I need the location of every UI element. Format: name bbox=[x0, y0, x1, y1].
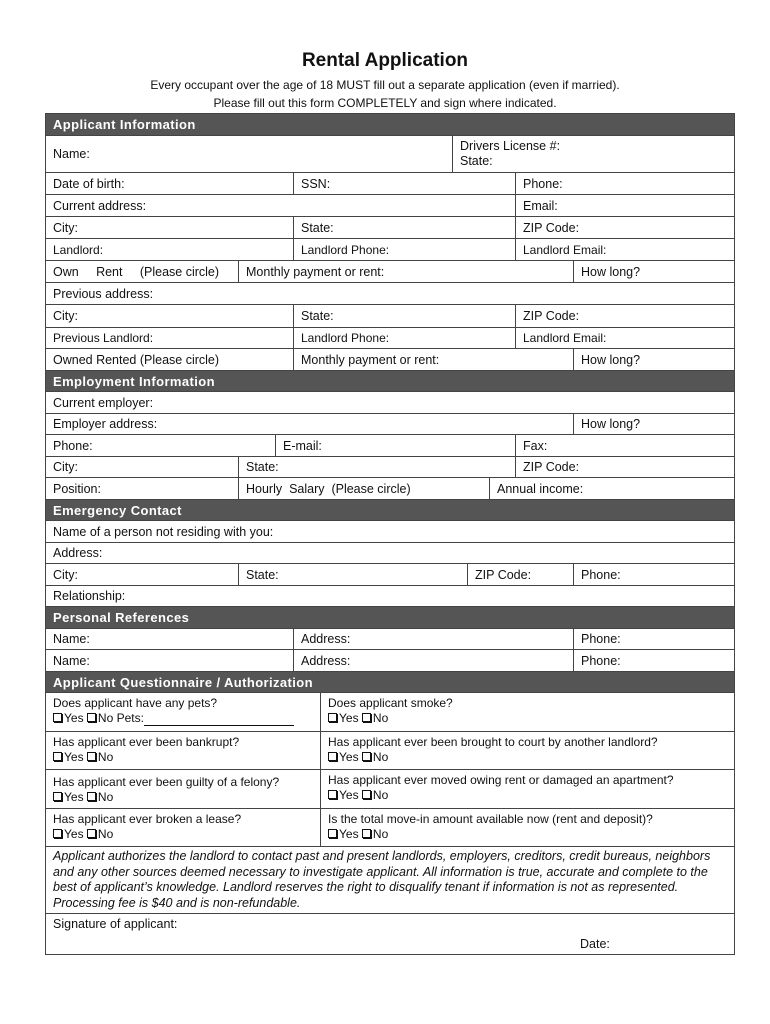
question-text: Has applicant ever moved owing rent or damaged an apartment? bbox=[328, 773, 674, 787]
form-row bbox=[46, 349, 734, 371]
section-personal-references: Personal References bbox=[46, 607, 734, 629]
yes-checkbox[interactable] bbox=[328, 752, 337, 761]
form-row bbox=[46, 239, 734, 261]
employer-fax-field[interactable]: Fax: bbox=[515, 435, 734, 456]
relationship-field[interactable]: Relationship: bbox=[53, 589, 126, 603]
no-checkbox[interactable] bbox=[362, 790, 371, 799]
state-field[interactable]: State: bbox=[293, 217, 515, 238]
form-row bbox=[46, 414, 734, 435]
form-row bbox=[46, 195, 734, 217]
hourly-salary-field[interactable]: Hourly Salary (Please circle) bbox=[238, 478, 489, 499]
employer-zip-field[interactable]: ZIP Code: bbox=[515, 457, 734, 477]
yes-checkbox[interactable] bbox=[53, 752, 62, 761]
employer-address-field[interactable]: Employer address: bbox=[53, 417, 158, 431]
yes-checkbox[interactable] bbox=[328, 713, 337, 722]
form-row bbox=[46, 261, 734, 283]
prev-how-long-field[interactable]: How long? bbox=[573, 349, 734, 370]
form-row bbox=[46, 305, 734, 328]
ssn-field[interactable]: SSN: bbox=[293, 173, 515, 194]
question-pets: Does applicant have any pets? Yes No Pets: bbox=[46, 693, 320, 731]
section-employment-information: Employment Information bbox=[46, 371, 734, 392]
employer-city-field[interactable]: City: bbox=[53, 460, 78, 474]
employment-how-long-field[interactable]: How long? bbox=[573, 414, 734, 434]
question-text: Is the total move-in amount available now (rent and deposit)? bbox=[328, 812, 653, 826]
yes-checkbox[interactable] bbox=[53, 792, 62, 801]
emergency-state-field[interactable]: State: bbox=[238, 564, 467, 585]
question-court: Has applicant ever been brought to court by another landlord? Yes No bbox=[320, 732, 734, 769]
prev-landlord-email-field[interactable]: Landlord Email: bbox=[515, 328, 734, 348]
form-row bbox=[46, 564, 734, 586]
email-field[interactable]: Email: bbox=[515, 195, 734, 216]
question-text: Has applicant ever been brought to court by another landlord? bbox=[328, 735, 658, 749]
form-row bbox=[46, 392, 734, 414]
reference-address-field[interactable]: Address: bbox=[293, 650, 573, 671]
emergency-city-field[interactable]: City: bbox=[53, 567, 78, 582]
form-row bbox=[46, 586, 734, 607]
signature-row bbox=[46, 914, 734, 955]
prev-zip-field[interactable]: ZIP Code: bbox=[515, 305, 734, 327]
question-move-in: Is the total move-in amount available now (rent and deposit)? Yes No bbox=[320, 809, 734, 846]
yes-checkbox[interactable] bbox=[53, 713, 62, 722]
position-field[interactable]: Position: bbox=[53, 481, 101, 496]
question-owing-rent: Has applicant ever moved owing rent or damaged an apartment? Yes No bbox=[320, 770, 734, 808]
prev-state-field[interactable]: State: bbox=[293, 305, 515, 327]
question-text: Has applicant ever broken a lease? bbox=[53, 812, 242, 826]
drivers-license-label: Drivers License #: bbox=[460, 139, 561, 153]
reference-name-field[interactable]: Name: bbox=[53, 653, 90, 668]
prev-landlord-field[interactable]: Previous Landlord: bbox=[53, 331, 154, 345]
section-questionnaire: Applicant Questionnaire / Authorization bbox=[46, 672, 734, 693]
yes-checkbox[interactable] bbox=[328, 790, 337, 799]
employer-email-field[interactable]: E-mail: bbox=[275, 435, 515, 456]
question-row bbox=[46, 809, 734, 847]
reference-row bbox=[46, 650, 734, 672]
prev-owned-rented-field[interactable]: Owned Rented (Please circle) bbox=[53, 352, 220, 367]
no-checkbox[interactable] bbox=[87, 752, 96, 761]
question-row bbox=[46, 693, 734, 732]
how-long-field[interactable]: How long? bbox=[573, 261, 734, 282]
question-row bbox=[46, 770, 734, 809]
form-row bbox=[46, 328, 734, 349]
monthly-payment-field[interactable]: Monthly payment or rent: bbox=[238, 261, 573, 282]
form-row bbox=[46, 543, 734, 564]
emergency-name-field[interactable]: Name of a person not residing with you: bbox=[53, 524, 274, 539]
no-checkbox[interactable] bbox=[362, 752, 371, 761]
rental-form bbox=[45, 113, 735, 955]
prev-monthly-payment-field[interactable]: Monthly payment or rent: bbox=[293, 349, 573, 370]
authorization-text: Applicant authorizes the landlord to contact past and present landlords, employers, creditors, credit bureaus, neighbors and any other sources deemed necessary to investigate applicant. All information is true, accurate and complete to the best of applicant’s knowledge. Landlord reserves the right to disqualify tenant if information is not as represented. Processing fee is $40 and is non-refundable. bbox=[46, 847, 734, 914]
page-title: Rental Application bbox=[301, 50, 469, 71]
prev-landlord-phone-field[interactable]: Landlord Phone: bbox=[293, 328, 515, 348]
own-rent-field[interactable]: Own Rent (Please circle) bbox=[53, 264, 220, 279]
reference-address-field[interactable]: Address: bbox=[293, 629, 573, 649]
question-broken-lease: Has applicant ever broken a lease? Yes No bbox=[53, 812, 242, 841]
zip-field[interactable]: ZIP Code: bbox=[515, 217, 734, 238]
landlord-email-field[interactable]: Landlord Email: bbox=[515, 239, 734, 260]
form-row bbox=[46, 217, 734, 239]
current-employer-field[interactable]: Current employer: bbox=[53, 395, 154, 410]
question-felony: Has applicant ever been guilty of a felony? Yes No bbox=[53, 775, 280, 804]
question-text: Does applicant smoke? bbox=[328, 696, 453, 710]
city-field[interactable]: City: bbox=[53, 220, 78, 235]
emergency-address-field[interactable]: Address: bbox=[53, 546, 103, 560]
previous-address-field[interactable]: Previous address: bbox=[53, 286, 154, 301]
pets-input[interactable] bbox=[144, 714, 294, 726]
landlord-field[interactable]: Landlord: bbox=[53, 242, 104, 257]
annual-income-field[interactable]: Annual income: bbox=[489, 478, 734, 499]
question-text: Has applicant ever been guilty of a felony? bbox=[53, 775, 280, 789]
reference-phone-field[interactable]: Phone: bbox=[573, 650, 734, 671]
signature-field[interactable]: Signature of applicant: bbox=[53, 917, 178, 931]
reference-name-field[interactable]: Name: bbox=[53, 632, 90, 646]
dob-field[interactable]: Date of birth: bbox=[53, 176, 125, 191]
drivers-license-field[interactable] bbox=[452, 136, 734, 172]
employer-phone-field[interactable]: Phone: bbox=[53, 438, 93, 453]
question-text: Does applicant have any pets? bbox=[53, 696, 218, 710]
yes-checkbox[interactable] bbox=[328, 829, 337, 838]
form-row bbox=[46, 283, 734, 305]
emergency-zip-field[interactable]: ZIP Code: bbox=[467, 564, 573, 585]
current-address-field[interactable]: Current address: bbox=[53, 198, 147, 213]
question-text: Has applicant ever been bankrupt? bbox=[53, 735, 240, 749]
no-checkbox[interactable] bbox=[362, 713, 371, 722]
prev-city-field[interactable]: City: bbox=[53, 309, 78, 323]
reference-phone-field[interactable]: Phone: bbox=[573, 629, 734, 649]
section-emergency-contact: Emergency Contact bbox=[46, 500, 734, 521]
question-smoke: Does applicant smoke? Yes No bbox=[320, 693, 734, 731]
form-row bbox=[46, 173, 734, 195]
no-checkbox[interactable] bbox=[87, 713, 96, 722]
yes-checkbox[interactable] bbox=[53, 829, 62, 838]
dl-state-label: State: bbox=[460, 154, 493, 168]
question-row bbox=[46, 732, 734, 770]
subtitle-2: Please fill out this form COMPLETELY and sign where indicated. bbox=[213, 96, 557, 110]
form-row bbox=[46, 457, 734, 478]
form-row bbox=[46, 521, 734, 543]
form-row bbox=[46, 136, 734, 173]
form-row bbox=[46, 435, 734, 457]
employer-state-field[interactable]: State: bbox=[238, 457, 515, 477]
name-field[interactable]: Name: bbox=[53, 147, 90, 161]
no-checkbox[interactable] bbox=[362, 829, 371, 838]
form-row bbox=[46, 478, 734, 500]
section-applicant-information: Applicant Information bbox=[46, 114, 734, 136]
phone-field[interactable]: Phone: bbox=[515, 173, 734, 194]
landlord-phone-field[interactable]: Landlord Phone: bbox=[293, 239, 515, 260]
subtitle-1: Every occupant over the age of 18 MUST fill out a separate application (even if married). bbox=[150, 78, 620, 92]
emergency-phone-field[interactable]: Phone: bbox=[573, 564, 734, 585]
question-bankrupt: Has applicant ever been bankrupt? Yes No bbox=[53, 735, 240, 764]
no-checkbox[interactable] bbox=[87, 829, 96, 838]
no-checkbox[interactable] bbox=[87, 792, 96, 801]
date-field[interactable]: Date: bbox=[580, 937, 610, 951]
reference-row bbox=[46, 629, 734, 650]
